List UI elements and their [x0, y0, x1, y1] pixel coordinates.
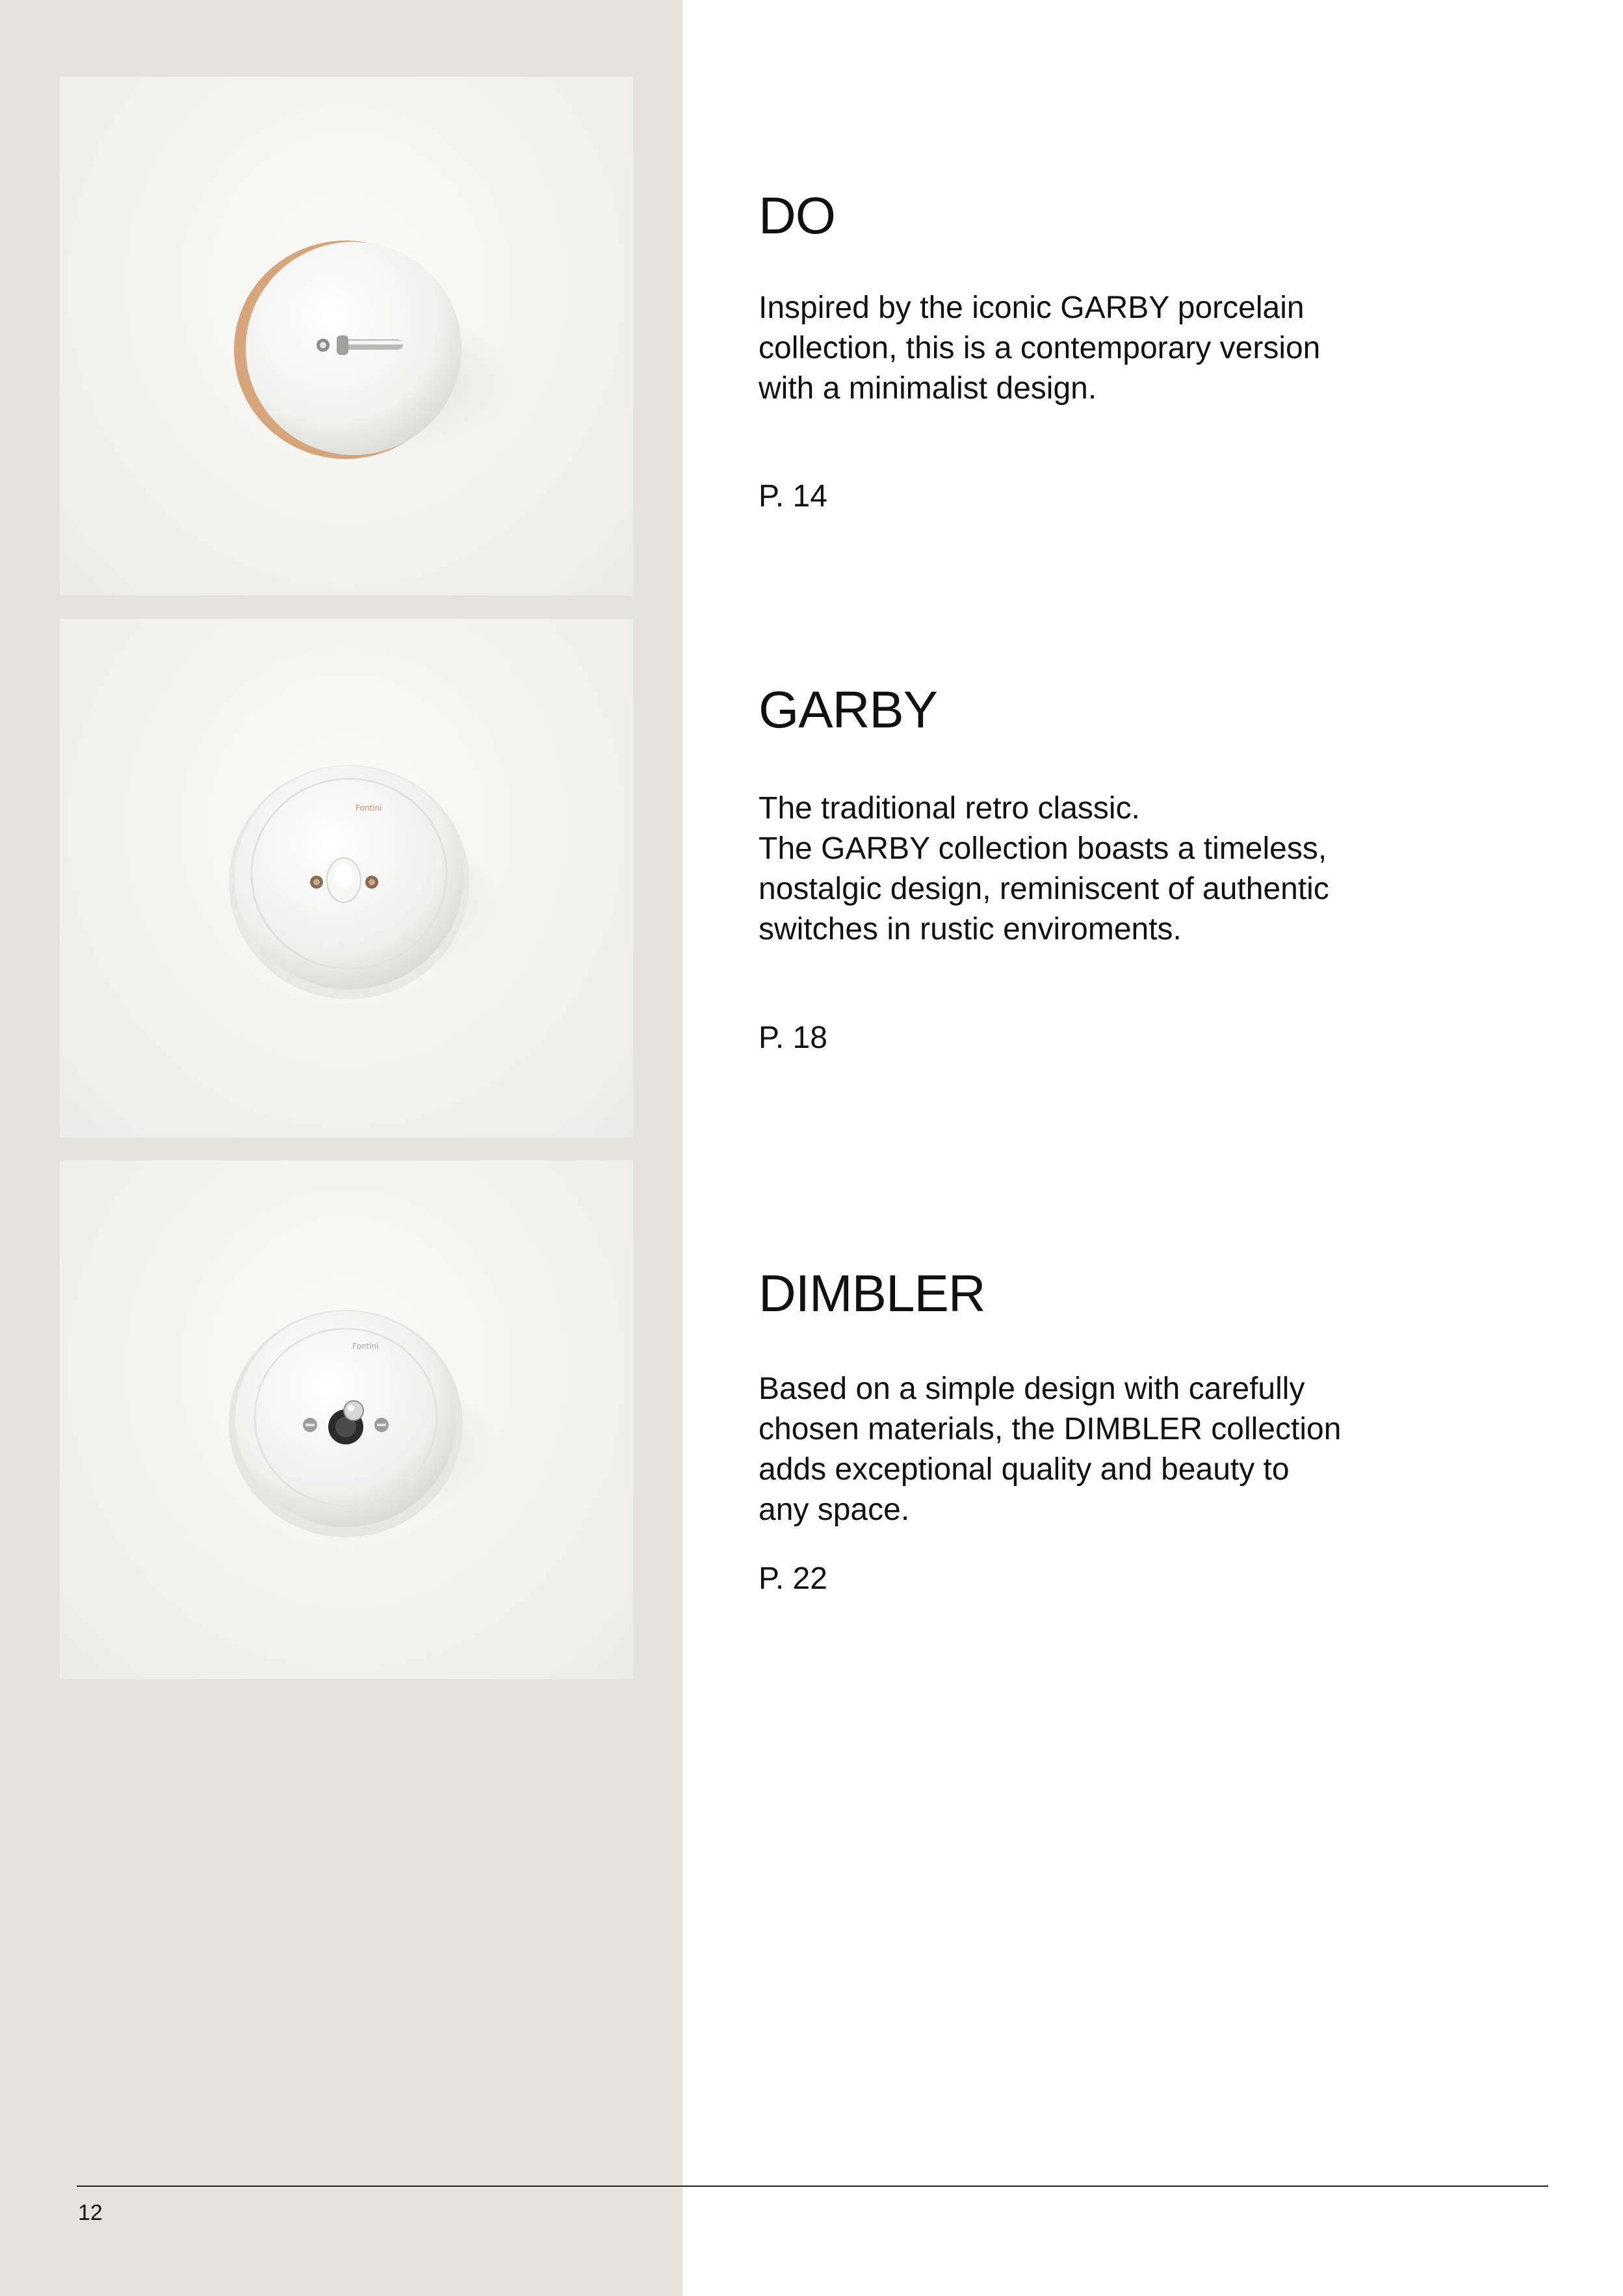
svg-text:Fontini: Fontini [352, 1342, 379, 1351]
product-photo-garby [60, 619, 633, 1138]
footer-divider [77, 2185, 1548, 2187]
dimbler-switch-icon [60, 1160, 633, 1679]
section-description: Inspired by the iconic GARBY porcelain collection, this is a contemporary version with a minimalist design. [759, 291, 1321, 406]
product-photo-dimbler [60, 1160, 633, 1679]
section-title: DO [759, 187, 835, 244]
page-reference: P. 22 [759, 1561, 827, 1596]
do-switch-icon [60, 77, 633, 595]
svg-text:Fontini: Fontini [356, 803, 382, 813]
section-title: GARBY [759, 681, 938, 738]
page-reference: P. 14 [759, 479, 827, 514]
section-description: The traditional retro classic. The GARBY collection boasts a timeless, nostalgic design, reminiscent of authentic switches in rustic enviroments. [759, 791, 1329, 946]
page-reference: P. 18 [759, 1021, 827, 1055]
section-description: Based on a simple design with carefully chosen materials, the DIMBLER collection adds exceptional quality and beauty to any space. [759, 1372, 1342, 1527]
section-title: DIMBLER [759, 1264, 985, 1322]
product-photo-do [60, 77, 633, 595]
page-number: 12 [78, 2200, 103, 2225]
garby-switch-icon [60, 619, 633, 1138]
